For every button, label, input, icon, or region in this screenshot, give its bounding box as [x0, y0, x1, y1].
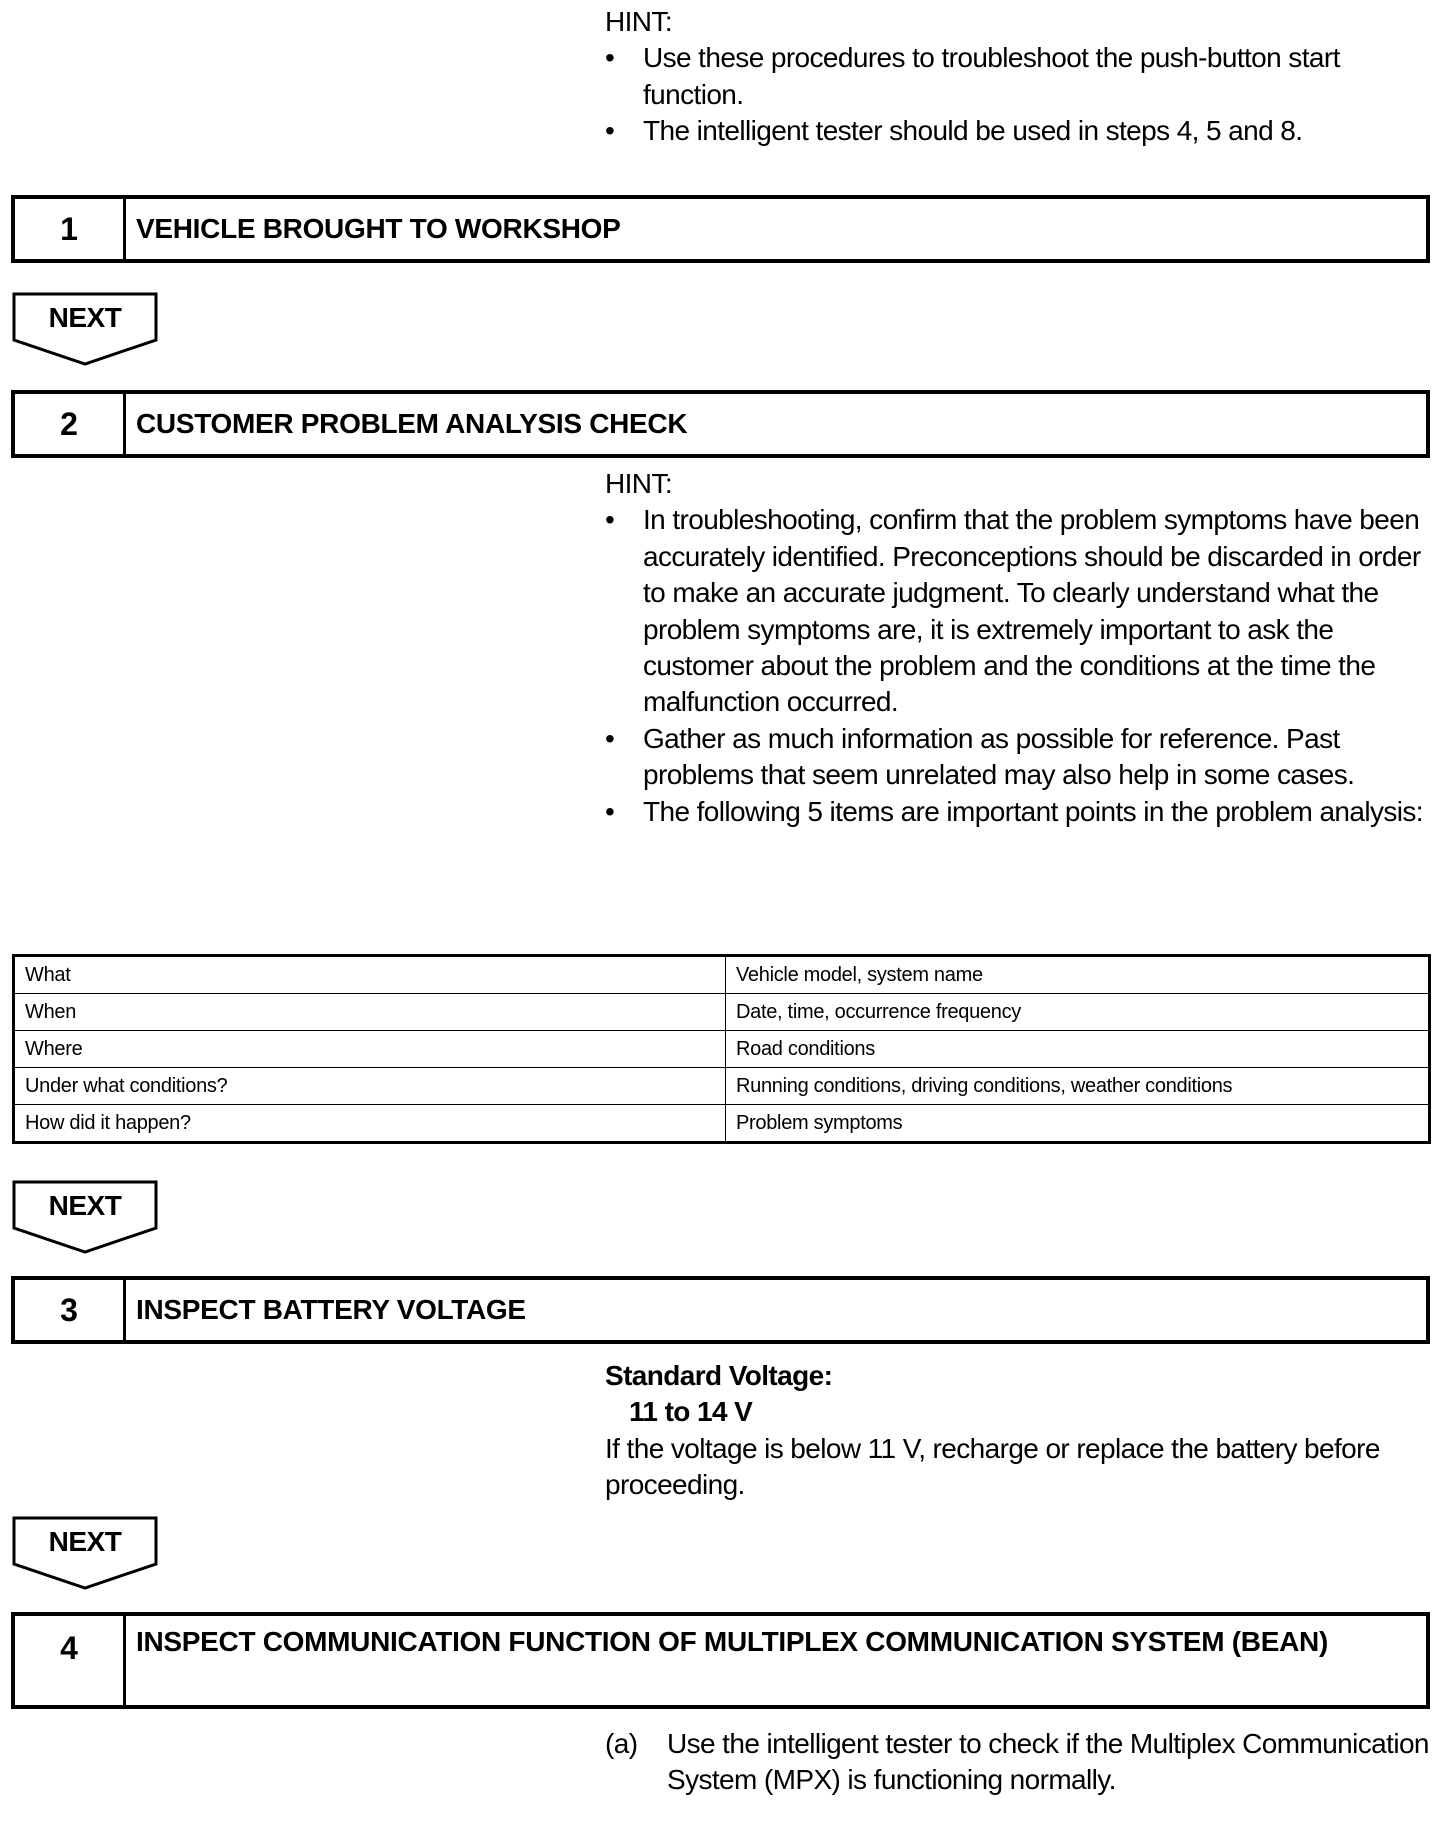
hint-item-text: The following 5 items are important points in the problem analysis: — [643, 795, 1423, 827]
step-title: INSPECT BATTERY VOLTAGE — [136, 1294, 526, 1325]
bullet-icon: • — [605, 42, 615, 74]
hint-item-text: The intelligent tester should be used in steps 4, 5 and 8. — [643, 115, 1303, 147]
table-cell-detail: Road conditions — [726, 1031, 1430, 1068]
table-cell-detail: Problem symptoms — [726, 1105, 1430, 1143]
next-button[interactable] — [12, 1180, 158, 1254]
problem-analysis-table — [12, 954, 1431, 1144]
table-cell-detail: Vehicle model, system name — [726, 956, 1430, 994]
hint-label: HINT: — [605, 6, 673, 37]
step-1-header — [11, 195, 1430, 263]
step-title: INSPECT COMMUNICATION FUNCTION OF MULTIPLEX COMMUNICATION SYSTEM (BEAN) — [136, 1626, 1328, 1657]
substep-text: Use the intelligent tester to check if the Multiplex Communication System (MPX) is functioning normally. — [667, 1728, 1429, 1795]
step-number: 2 — [15, 394, 126, 454]
spec-label: Standard Voltage: — [605, 1360, 833, 1391]
intro-hint — [605, 4, 1435, 150]
table-cell-item: Where — [14, 1031, 726, 1068]
step-number: 4 — [15, 1616, 126, 1705]
bullet-icon: • — [605, 795, 615, 827]
table-cell-detail: Date, time, occurrence frequency — [726, 994, 1430, 1031]
step-number: 3 — [15, 1280, 126, 1340]
battery-voltage-spec — [605, 1358, 1435, 1504]
next-button[interactable] — [12, 292, 158, 366]
step-number: 1 — [15, 199, 126, 259]
next-label: NEXT — [48, 302, 122, 333]
table-row — [14, 956, 1430, 994]
hint-item — [605, 794, 1435, 830]
step-4-header — [11, 1612, 1430, 1709]
bullet-icon: • — [605, 504, 615, 536]
hint-item-text: Use these procedures to troubleshoot the push-button start function. — [643, 42, 1340, 110]
step-2-header — [11, 390, 1430, 458]
spec-value: 11 to 14 V — [629, 1396, 753, 1428]
spec-note: If the voltage is below 11 V, recharge or replace the battery before proceeding. — [605, 1432, 1380, 1501]
table-cell-item: What — [14, 956, 726, 994]
table-row — [14, 1105, 1430, 1143]
hint-item — [605, 113, 1435, 149]
next-label: NEXT — [48, 1526, 122, 1557]
table-row — [14, 994, 1430, 1031]
hint-list — [605, 40, 1435, 149]
bullet-icon: • — [605, 722, 615, 754]
table-cell-item: When — [14, 994, 726, 1031]
next-label: NEXT — [48, 1190, 122, 1221]
table-row — [14, 1031, 1430, 1068]
table-cell-detail: Running conditions, driving conditions, weather conditions — [726, 1068, 1430, 1105]
step2-hint — [605, 466, 1435, 830]
step-3-header — [11, 1276, 1430, 1344]
bullet-icon: • — [605, 115, 615, 147]
hint-item-text: Gather as much information as possible for reference. Past problems that seem unrelated may also help in some cases. — [643, 722, 1355, 791]
substep-marker: (a) — [605, 1728, 638, 1759]
step-title: CUSTOMER PROBLEM ANALYSIS CHECK — [136, 408, 688, 439]
hint-item — [605, 721, 1435, 794]
hint-list — [605, 502, 1435, 830]
hint-label: HINT: — [605, 468, 673, 499]
hint-item — [605, 502, 1435, 720]
step-title: VEHICLE BROUGHT TO WORKSHOP — [136, 213, 621, 244]
next-button[interactable] — [12, 1516, 158, 1590]
table-cell-item: How did it happen? — [14, 1105, 726, 1143]
hint-item — [605, 40, 1435, 113]
table-cell-item: Under what conditions? — [14, 1068, 726, 1105]
step4-substep-a — [605, 1726, 1435, 1798]
hint-item-text: In troubleshooting, confirm that the problem symptoms have been accurately identified. Preconceptions should be discarded in order to make an accurate judgment. To clearly understand what the problem symptoms are, it is extremely important to ask the customer about the problem and the conditions at the time the malfunction occurred. — [643, 504, 1421, 718]
table-row — [14, 1068, 1430, 1105]
